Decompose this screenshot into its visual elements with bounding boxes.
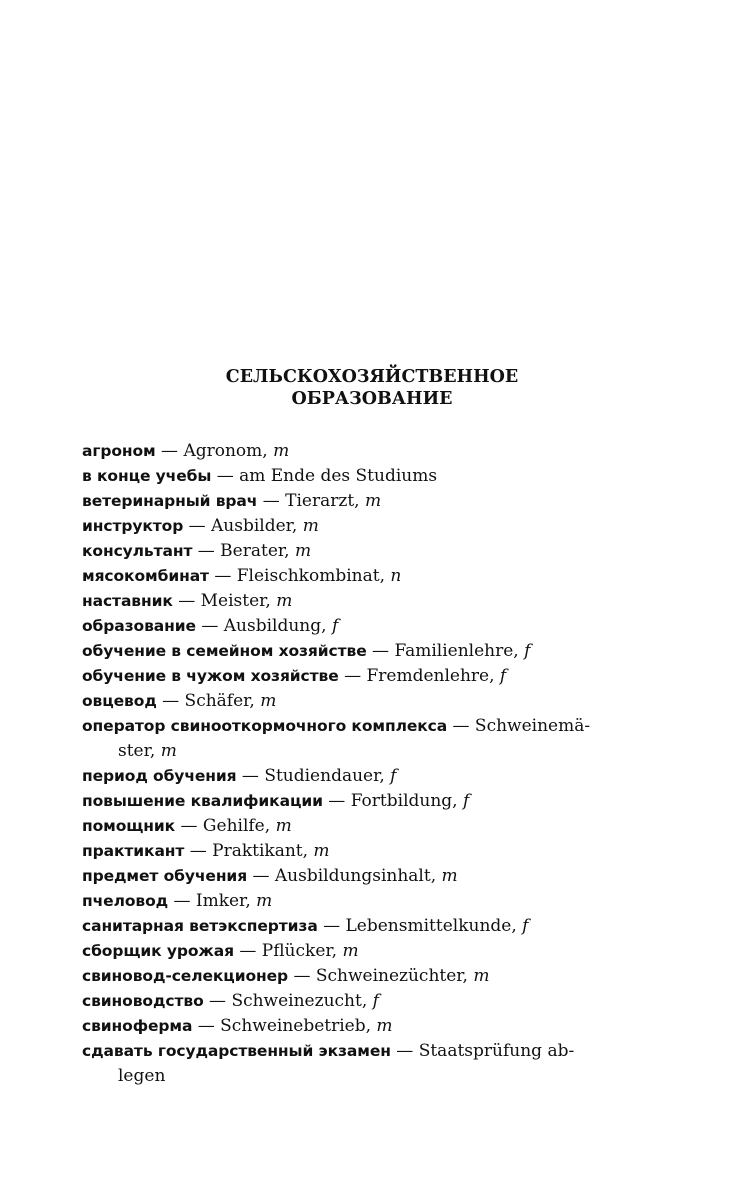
- entry-translation: Lebensmittelkunde,: [345, 916, 517, 936]
- entry-gender: m: [275, 816, 292, 836]
- entry-term: инструктор: [82, 517, 184, 535]
- glossary-entry: [82, 589, 662, 614]
- entry-translation: Studiendauer,: [264, 766, 385, 786]
- entry-term: обучение в семейном хозяйстве: [82, 642, 367, 660]
- entry-dash: —: [293, 966, 311, 986]
- entry-translation: Familienlehre,: [394, 641, 519, 661]
- entry-dash: —: [173, 891, 191, 911]
- entry-dash: —: [209, 991, 227, 1011]
- entry-translation: Pflücker,: [261, 941, 338, 961]
- entry-dash: —: [214, 566, 232, 586]
- glossary-entry: [82, 514, 662, 539]
- entry-translation-continuation: ster,: [118, 741, 156, 761]
- glossary-entry: [82, 489, 662, 514]
- entry-dash: —: [197, 1016, 215, 1036]
- entry-gender: m: [441, 866, 458, 886]
- glossary-entry: [82, 864, 662, 889]
- entry-dash: —: [178, 591, 196, 611]
- entry-dash: —: [201, 616, 219, 636]
- entry-translation: Fremdenlehre,: [366, 666, 495, 686]
- entry-gender: n: [390, 566, 402, 586]
- entry-term: предмет обучения: [82, 867, 248, 885]
- entry-term: свиновод-селекционер: [82, 967, 289, 985]
- glossary-list: [82, 439, 662, 1089]
- entry-dash: —: [344, 666, 362, 686]
- glossary-entry: [82, 1014, 662, 1039]
- entry-translation: Schäfer,: [184, 691, 255, 711]
- entry-term: сдавать государственный экзамен: [82, 1042, 391, 1060]
- entry-translation: Schweinemä-: [474, 716, 591, 736]
- entry-gender: m: [160, 741, 177, 761]
- entry-gender: m: [273, 441, 290, 461]
- entry-term: оператор свинооткормочного комплекса: [82, 717, 448, 735]
- section-heading: [0, 366, 744, 410]
- glossary-entry: [82, 614, 662, 639]
- entry-dash: —: [396, 1041, 414, 1061]
- entry-gender: m: [294, 541, 312, 561]
- glossary-entry: [82, 539, 662, 564]
- entry-gender: f: [524, 641, 531, 661]
- entry-translation: Imker,: [195, 891, 251, 911]
- entry-translation: Ausbildung,: [223, 616, 327, 636]
- entry-term: агроном: [82, 442, 156, 460]
- glossary-entry: [82, 689, 662, 714]
- entry-translation: Berater,: [220, 541, 290, 561]
- glossary-entry: [82, 789, 662, 814]
- entry-term: обучение в чужом хозяйстве: [82, 667, 339, 685]
- entry-dash: —: [323, 916, 341, 936]
- entry-dash: —: [189, 841, 207, 861]
- entry-dash: —: [197, 541, 215, 561]
- entry-term: мясокомбинат: [82, 567, 209, 585]
- entry-translation: Gehilfe,: [202, 816, 271, 836]
- entry-dash: —: [162, 691, 180, 711]
- entry-translation: Ausbilder,: [211, 516, 298, 536]
- entry-translation-continuation: legen: [118, 1066, 166, 1086]
- entry-gender: m: [342, 941, 359, 961]
- entry-dash: —: [241, 766, 259, 786]
- glossary-entry: [82, 839, 662, 864]
- entry-translation: Meister,: [200, 591, 271, 611]
- entry-translation: Ausbildungsinhalt,: [274, 866, 437, 886]
- glossary-entry: [82, 889, 662, 914]
- glossary-entry: [82, 664, 662, 689]
- entry-gender: m: [302, 516, 319, 536]
- entry-translation: Fortbildung,: [350, 791, 458, 811]
- glossary-entry: [82, 564, 662, 589]
- entry-term: период обучения: [82, 767, 237, 785]
- section-heading-line-2: ОБРАЗОВАНИЕ: [291, 389, 453, 409]
- entry-gender: f: [372, 991, 379, 1011]
- entry-gender: f: [390, 766, 397, 786]
- entry-translation: Schweinezüchter,: [315, 966, 468, 986]
- entry-term: свиноводство: [82, 992, 204, 1010]
- entry-gender: f: [462, 791, 470, 811]
- entry-translation: Fleischkombinat,: [236, 566, 385, 586]
- entry-gender: m: [260, 691, 277, 711]
- entry-dash: —: [372, 641, 390, 661]
- entry-gender: f: [331, 616, 339, 636]
- entry-gender: m: [276, 591, 293, 611]
- glossary-entry: [82, 914, 662, 939]
- entry-dash: —: [252, 866, 270, 886]
- entry-gender: f: [499, 666, 507, 686]
- entry-term: наставник: [82, 592, 173, 610]
- entry-term: сборщик урожая: [82, 942, 234, 960]
- entry-translation: Agronom,: [183, 441, 268, 461]
- glossary-entry: [82, 439, 662, 464]
- entry-translation: am Ende des Studiums: [239, 466, 438, 486]
- glossary-entry: [82, 639, 662, 664]
- entry-translation: Staatsprüfung ab-: [418, 1041, 575, 1061]
- entry-dash: —: [262, 491, 280, 511]
- glossary-entry: [82, 464, 662, 489]
- entry-term: повышение квалификации: [82, 792, 323, 810]
- entry-gender: m: [473, 966, 490, 986]
- entry-term: в конце учебы: [82, 467, 212, 485]
- entry-term: консультант: [82, 542, 193, 560]
- glossary-entry: [82, 964, 662, 989]
- entry-term: пчеловод: [82, 892, 169, 910]
- entry-term: санитарная ветэкспертиза: [82, 917, 318, 935]
- entry-dash: —: [452, 716, 470, 736]
- entry-dash: —: [216, 466, 234, 486]
- entry-gender: m: [364, 491, 382, 511]
- glossary-entry: [82, 814, 662, 839]
- entry-dash: —: [161, 441, 179, 461]
- entry-term: овцевод: [82, 692, 157, 710]
- entry-dash: —: [328, 791, 346, 811]
- entry-dash: —: [180, 816, 198, 836]
- entry-term: свиноферма: [82, 1017, 193, 1035]
- entry-dash: —: [188, 516, 206, 536]
- entry-translation: Tierarzt,: [285, 491, 360, 511]
- entry-translation: Schweinebetrieb,: [220, 1016, 372, 1036]
- glossary-entry: [82, 714, 662, 764]
- glossary-entry: [82, 764, 662, 789]
- entry-dash: —: [239, 941, 257, 961]
- entry-gender: f: [522, 916, 529, 936]
- section-heading-line-1: СЕЛЬСКОХОЗЯЙСТВЕННОЕ: [225, 367, 519, 387]
- entry-translation: Schweinezucht,: [231, 991, 368, 1011]
- glossary-entry: [82, 989, 662, 1014]
- entry-term: помощник: [82, 817, 176, 835]
- entry-term: практикант: [82, 842, 185, 860]
- glossary-entry: [82, 1039, 662, 1089]
- entry-gender: m: [256, 891, 273, 911]
- entry-gender: m: [376, 1016, 393, 1036]
- entry-term: ветеринарный врач: [82, 492, 258, 510]
- entry-term: образование: [82, 617, 196, 635]
- entry-gender: m: [313, 841, 330, 861]
- entry-translation: Praktikant,: [212, 841, 309, 861]
- glossary-entry: [82, 939, 662, 964]
